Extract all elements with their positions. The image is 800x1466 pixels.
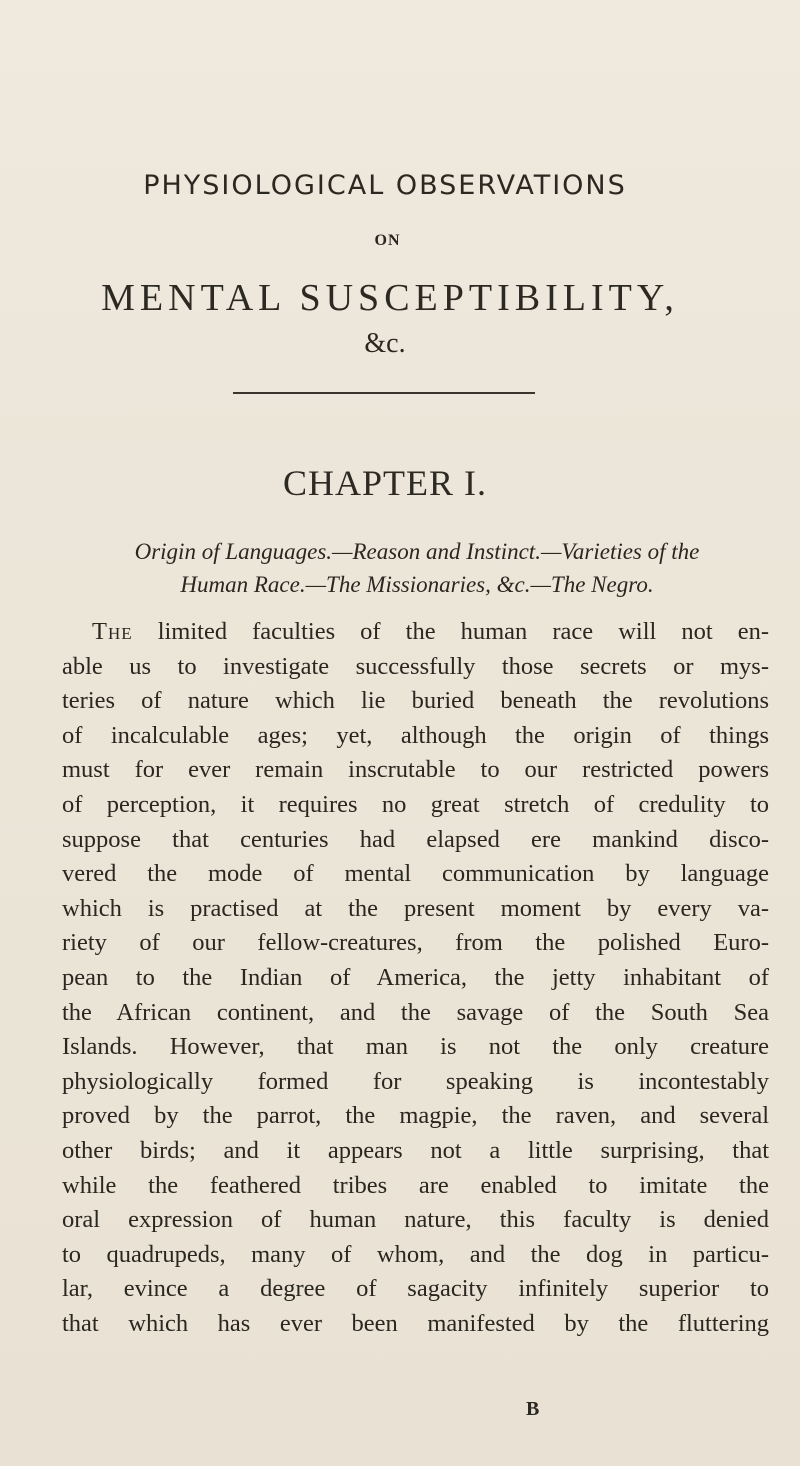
- body-line: [62, 615, 769, 650]
- body-line: that which has ever been manifested by the fluttering: [62, 1309, 769, 1337]
- body-line: Islands. However, that man is not the only creature: [62, 1033, 769, 1061]
- body-line: of incalculable ages; yet, although the origin of things: [62, 721, 769, 749]
- body-line: other birds; and it appears not a little surprising, that: [62, 1136, 769, 1164]
- body-line: of perception, it requires no great stretch of credulity to: [62, 790, 769, 818]
- body-line: must for ever remain inscrutable to our restricted powers: [62, 756, 769, 784]
- title-connector: ON: [374, 232, 401, 249]
- sub-title: MENTAL SUSCEPTIBILITY,: [101, 277, 679, 319]
- body-line: physiologically formed for speaking is incontestably: [62, 1067, 769, 1095]
- chapter-summary-line-2: Human Race.—The Missionaries, &c.—The Negro.: [180, 572, 654, 597]
- drop-word: The: [92, 618, 133, 645]
- body-line: to quadrupeds, many of whom, and the dog in particu-: [62, 1240, 769, 1268]
- divider-rule: [233, 392, 535, 394]
- body-line-text: limited faculties of the human race will not en-: [132, 618, 769, 645]
- title-etc: &c.: [364, 328, 406, 359]
- chapter-summary: [67, 535, 767, 601]
- body-line: pean to the Indian of America, the jetty inhabitant of: [62, 963, 769, 991]
- main-title: PHYSIOLOGICAL OBSERVATIONS: [143, 170, 627, 201]
- body-text: [62, 615, 769, 1341]
- chapter-summary-line-1: Origin of Languages.—Reason and Instinct.—Varieties of the: [134, 539, 700, 564]
- body-line: able us to investigate successfully those secrets or mys-: [62, 652, 769, 680]
- body-line: the African continent, and the savage of the South Sea: [62, 998, 769, 1026]
- body-line: teries of nature which lie buried beneath the revolutions: [62, 687, 769, 715]
- body-line: suppose that centuries had elapsed ere mankind disco-: [62, 825, 769, 853]
- signature-mark: B: [526, 1398, 540, 1420]
- body-line: oral expression of human nature, this faculty is denied: [62, 1206, 769, 1234]
- chapter-title: CHAPTER I.: [282, 463, 487, 503]
- body-line: proved by the parrot, the magpie, the raven, and several: [62, 1102, 769, 1130]
- body-line: lar, evince a degree of sagacity infinitely superior to: [62, 1275, 769, 1303]
- body-line: riety of our fellow-creatures, from the polished Euro-: [62, 929, 769, 957]
- body-line: vered the mode of mental communication by language: [62, 860, 769, 888]
- body-line: while the feathered tribes are enabled to imitate the: [62, 1171, 769, 1199]
- body-line: which is practised at the present moment by every va-: [62, 894, 769, 922]
